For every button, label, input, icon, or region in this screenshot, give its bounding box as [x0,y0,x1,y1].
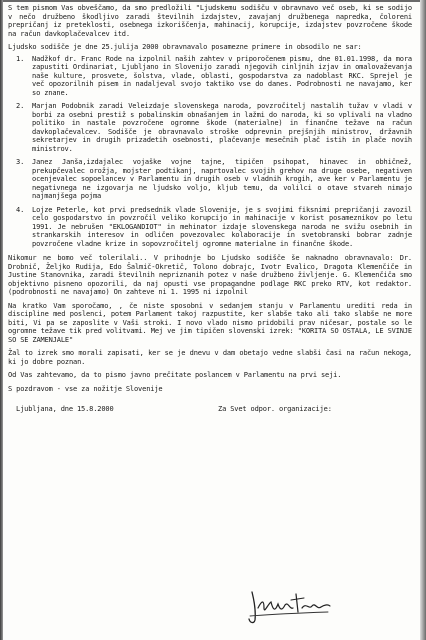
list-item-number: 3. [16,158,25,166]
list-item [16,158,412,201]
place-date: Ljubljana, dne 15.8.2000 [16,405,114,413]
scan-edge-top [0,0,426,2]
request-paragraph: Od Vas zahtevamo, da to pismo javno prečitate poslancem v Parlamentu na prvi seji. [8,371,342,379]
opening-paragraph: S tem pismom Vas obveščamo, da smo predložili "Ljudskemu sodišču v obravnavo več oseb, ki se sodijo v nečo družbeno škodljivo zaradi številnih izdajstev, zavajanj družbenega napredka, čoloreni prepričanj iz preteklosti, osebnega izkoriščenja, mahinacij, korupcije, izdajstev povzročene škode na račun davkoplačevalcev itd. [8,4,412,38]
greeting-line: S pozdravom - vse za nožitje Slovenije [8,384,163,393]
verdict-list [8,55,412,249]
list-item [16,102,412,153]
warning-paragraph: Nikomur ne bomo več tolerilali.. V prihodnje bo Ljudsko sodišče še naknadno obravnavalo: Dr. Drobnič, Željko Rudija, Edo Šalmič-Okretič, Tolono dobrajc, Ivotr Evalico, Dragota Klemenčiče in Justine Stanovnika, zaradi številnih nepriznanih potez v naše družbeno življenje. G. Klemenčiča smo objektivno pisneno opozorili, da naj opusti vse propagandne podlage RKC preko RTV, kot redaktor. (podrobnosti ne navajamo) On zahteve ni 1. 1995 ni izpolnil [8,254,412,296]
list-item-text: Janez Janša,izdajalec vojaške vojne tajne, tipičen psihopat, hinavec in obhičnež, prekupčevalec orožja, mojster podtikanj, naprtovalec svojih grehov na druge osebe, negativen ocenjevalec sopoelancev v Parlamentu in drugih oseb v vladnih krogih, ave ker v Parlamentu je negativnega ne izgovarja ne ljudsko voljo, kljub temu, da volilci o otave stvareh nimajo najmanjšega pojma [32,158,412,200]
list-item-number: 2. [16,102,25,110]
scan-edge-right [420,0,426,640]
letter-body [8,4,412,417]
list-item [16,54,412,98]
list-item-text: Marjan Podobnik zaradi Veleizdaje slovenskega naroda, povzročitelj nastalih tužav v vladi v borbi za osebni prestiž s pobalinskim obnašanjem in lažmi do naroda, ki so vplivali na vladno politiko in nastale povzročene ogromne škode (materialne) in finančne težave na račun davkoplačevalcev. Sodišče je obravnavalo stroške odprevnin prejšnjih ministrov, državnih sekretarjev in drugih prizadetih osebnosti, plačevanje mesečnih plač istih in plače novih ministrov. [32,102,412,153]
list-item-text: Lojze Peterle, kot prvi predsednik vlade Slovenije, je s svojimi fiksnimi prepričanji zavozil celo gospodarstvo in povzročil veliko korupcijo in mahinacije v korist posameznikov po letu 1991. Je nebrušen "EKLOGANDIOT" in mehinator izdaje slovenskega naroda ne svižu osebnih in strankarskih interesov in odličen povezovalec kolaboracije in svetobranski bobrar zadnje povzročene vladne krize in sopovzročitelj ogromne materialne in finančne škode. [32,205,412,248]
handwritten-signature [244,586,334,626]
sorry-paragraph: Žal to izrek smo morali zapisati, ker se je dnevu v dam obetajo vedne slabši časi na račun nekoga, ki jo dobre poznan. [8,349,412,366]
intro-paragraph: Ljudsko sodišče je dne 25.julija 2000 obravnavalo posamezne primere in obsodilo ne sar: [8,43,362,51]
parliament-paragraph: Na kratko Vam sporočamo, , če niste sposobni v sedanjem stanju v Parlamentu urediti reda in discipline med poslenci, potem Parlament takoj razpustite, ker slabše tako ali tako slabše ne more biti, Vi pa se zaposlite v Vaši stroki. I novo vlado nismo pridobili prav ničesar, postale so le ogromne težave tik pred volitvami. Mej ve jim tipičen slovenski izrek: "KORITA SO OSTALA, LE SVINJE SO SE ZAMENJALE" [8,301,412,344]
scan-edge-left [0,0,3,640]
signer-label: Za Svet odpor. organizacije: [218,405,332,413]
list-item-number: 1. [16,54,25,63]
list-item [16,205,412,249]
list-item-text: Nadžkof dr. Franc Rode na izpolnil naših zahtev v priporočenem pismu, dne 01.01.1998, da mora zapustiti Ordinariat, Ljubljano in Slovenijo zaradi njegovih cinljnih izjav in omalovaževanja naše kulture, prosvete, šolstva, vlade, oblasti, gospodarstva za nadoblast RKC. Sprejel je več opozorilnih pisem in nadaljeval svojo taktiko vse do danes. Podrobnosti ne navajamo, ker so znane. [32,54,412,97]
signature-row [8,405,412,417]
list-item-number: 4. [16,205,25,214]
